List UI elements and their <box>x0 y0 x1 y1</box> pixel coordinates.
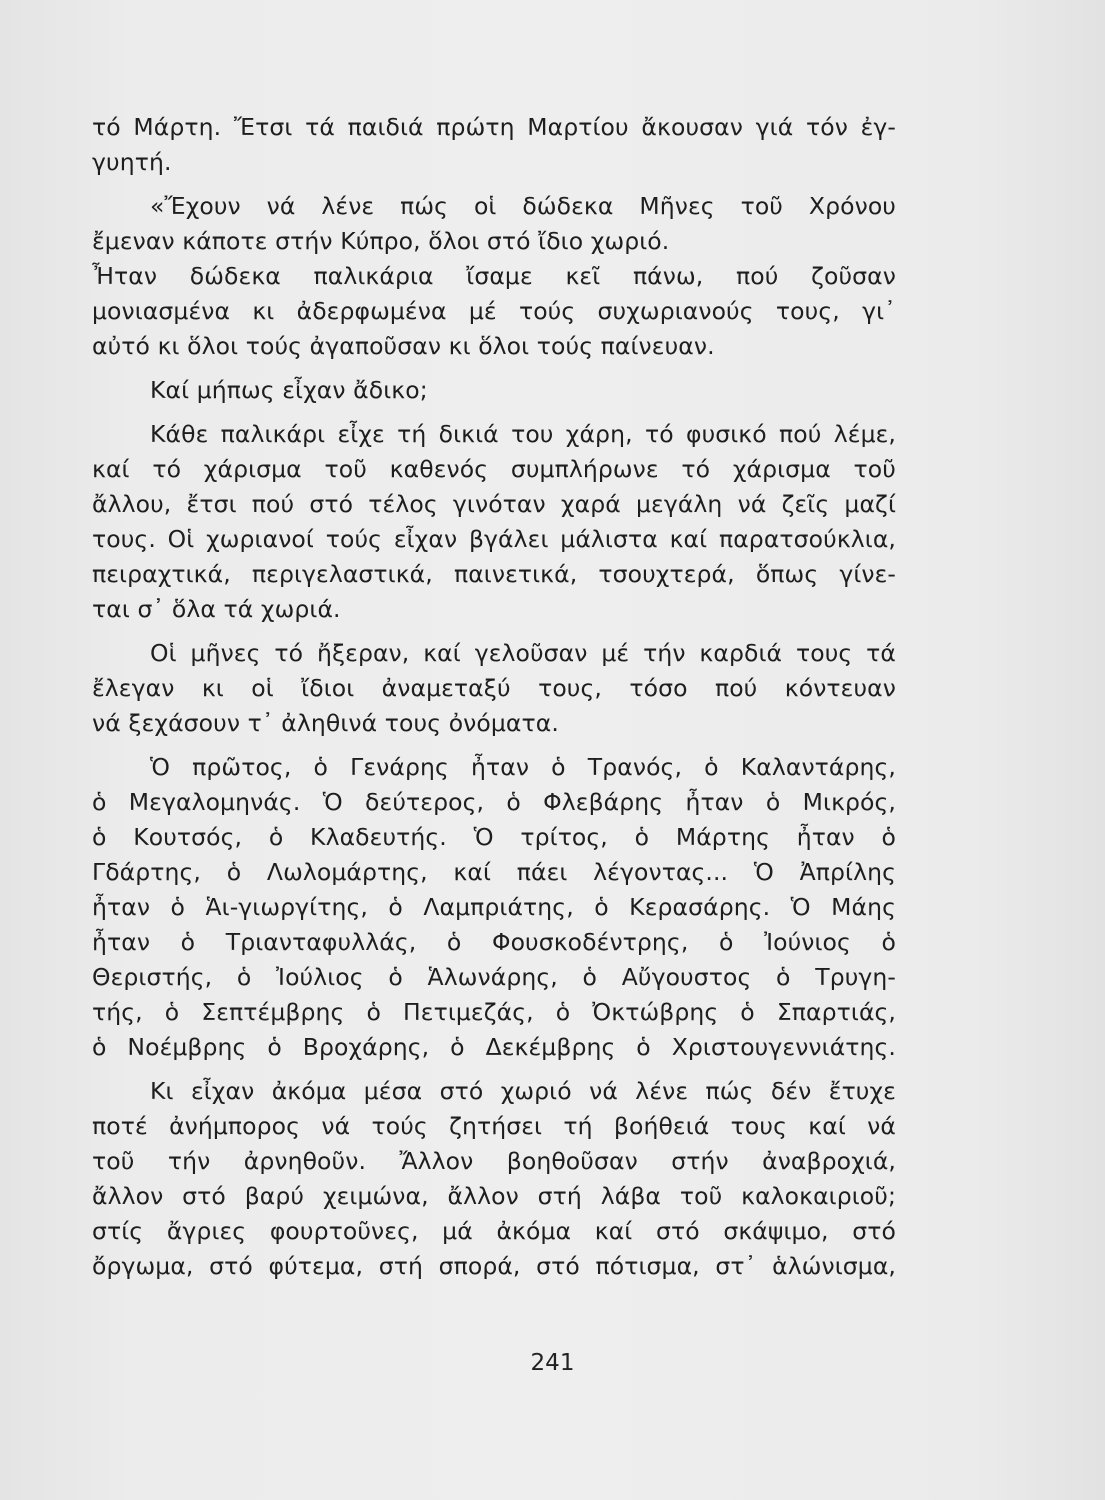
text-line: Ἦταν δώδεκα παλικάρια ἴσαμε κεῖ πάνω, πού ζοῦσαν <box>92 262 896 290</box>
text-line: ἄλλου, ἔτσι πού στό τέλος γινόταν χαρά μεγάλη νά ζεῖς μαζί <box>92 490 896 518</box>
text-line: Κι εἶχαν ἀκόμα μέσα στό χωριό νά λένε πώς δέν ἔτυχε <box>150 1077 896 1105</box>
text-line: αὐτό κι ὅλοι τούς ἀγαποῦσαν κι ὅλοι τούς παίνευαν. <box>92 332 715 360</box>
page-number: 241 <box>530 1350 575 1376</box>
text-line: καί τό χάρισμα τοῦ καθενός συμπλήρωνε τό χάρισμα τοῦ <box>92 455 896 483</box>
text-line: τοῦ τήν ἀρνηθοῦν. Ἄλλον βοηθοῦσαν στήν ἀναβροχιά, <box>92 1147 896 1175</box>
text-line: ὄργωμα, στό φύτεμα, στή σπορά, στό πότισμα, στ᾽ ἁλώνισμα, <box>92 1252 896 1280</box>
text-line: πειραχτικά, περιγελαστικά, παινετικά, τσουχτερά, ὅπως γίνε- <box>92 560 896 588</box>
text-line: ὁ Νοέμβρης ὁ Βροχάρης, ὁ Δεκέμβρης ὁ Χριστουγεννιάτης. <box>92 1033 896 1061</box>
text-line: Ὁ πρῶτος, ὁ Γενάρης ἦταν ὁ Τρανός, ὁ Καλαντάρης, <box>150 753 896 781</box>
text-line: ὁ Μεγαλομηνάς. Ὁ δεύτερος, ὁ Φλεβάρης ἦταν ὁ Μικρός, <box>92 788 896 816</box>
text-line: νά ξεχάσουν τ᾽ ἀληθινά τους ὀνόματα. <box>92 709 559 737</box>
text-line: ἔμεναν κάποτε στήν Κύπρο, ὅλοι στό ἴδιο χωριό. <box>92 227 670 255</box>
text-line: «Ἔχουν νά λένε πώς οἱ δώδεκα Μῆνες τοῦ Χρόνου <box>150 192 896 220</box>
paragraph <box>92 110 896 180</box>
paragraph <box>92 636 896 741</box>
text-line: Γδάρτης, ὁ Λωλομάρτης, καί πάει λέγοντας... Ὁ Ἀπρίλης <box>92 858 896 886</box>
paragraph <box>92 189 896 364</box>
text-line: Κάθε παλικάρι εἶχε τή δικιά του χάρη, τό φυσικό πού λέμε, <box>150 420 896 448</box>
text-line: γυητή. <box>92 148 172 176</box>
text-line: τους. Οἱ χωριανοί τούς εἶχαν βγάλει μάλιστα καί παρατσούκλια, <box>92 525 896 553</box>
text-line: ἦταν ὁ Ἁι-γιωργίτης, ὁ Λαμπριάτης, ὁ Κερασάρης. Ὁ Μάης <box>92 893 896 921</box>
text-line: ποτέ ἀνήμπορος νά τούς ζητήσει τή βοήθειά τους καί νά <box>92 1112 896 1140</box>
text-line: Καί μήπως εἶχαν ἄδικο; <box>150 376 428 404</box>
text-line: στίς ἄγριες φουρτοῦνες, μά ἀκόμα καί στό σκάψιμο, στό <box>92 1217 896 1245</box>
text-line: Θεριστής, ὁ Ἰούλιος ὁ Ἁλωνάρης, ὁ Αὔγουστος ὁ Τρυγη- <box>92 963 896 991</box>
paragraph <box>92 750 896 1065</box>
text-line: τό Μάρτη. Ἔτσι τά παιδιά πρώτη Μαρτίου ἄκουσαν γιά τόν ἐγ- <box>92 113 896 141</box>
text-line: ἦταν ὁ Τριανταφυλλάς, ὁ Φουσκοδέντρης, ὁ Ἰούνιος ὁ <box>92 928 896 956</box>
text-line: ται σ᾽ ὅλα τά χωριά. <box>92 595 341 623</box>
text-line: ὁ Κουτσός, ὁ Κλαδευτής. Ὁ τρίτος, ὁ Μάρτης ἦταν ὁ <box>92 823 896 851</box>
text-line: Οἱ μῆνες τό ἤξεραν, καί γελοῦσαν μέ τήν καρδιά τους τά <box>150 639 896 667</box>
text-line: ἔλεγαν κι οἱ ἴδιοι ἀναμεταξύ τους, τόσο πού κόντευαν <box>92 674 896 702</box>
text-line: τής, ὁ Σεπτέμβρης ὁ Πετιμεζάς, ὁ Ὀκτώβρης ὁ Σπαρτιάς, <box>92 998 896 1026</box>
paragraph <box>92 417 896 627</box>
paragraph <box>92 1074 896 1284</box>
paragraph <box>92 373 896 408</box>
body-text <box>92 110 896 1293</box>
text-line: μονιασμένα κι ἀδερφωμένα μέ τούς συχωριανούς τους, γι᾽ <box>92 297 896 325</box>
text-line: ἄλλον στό βαρύ χειμώνα, ἄλλον στή λάβα τοῦ καλοκαιριοῦ; <box>92 1182 896 1210</box>
